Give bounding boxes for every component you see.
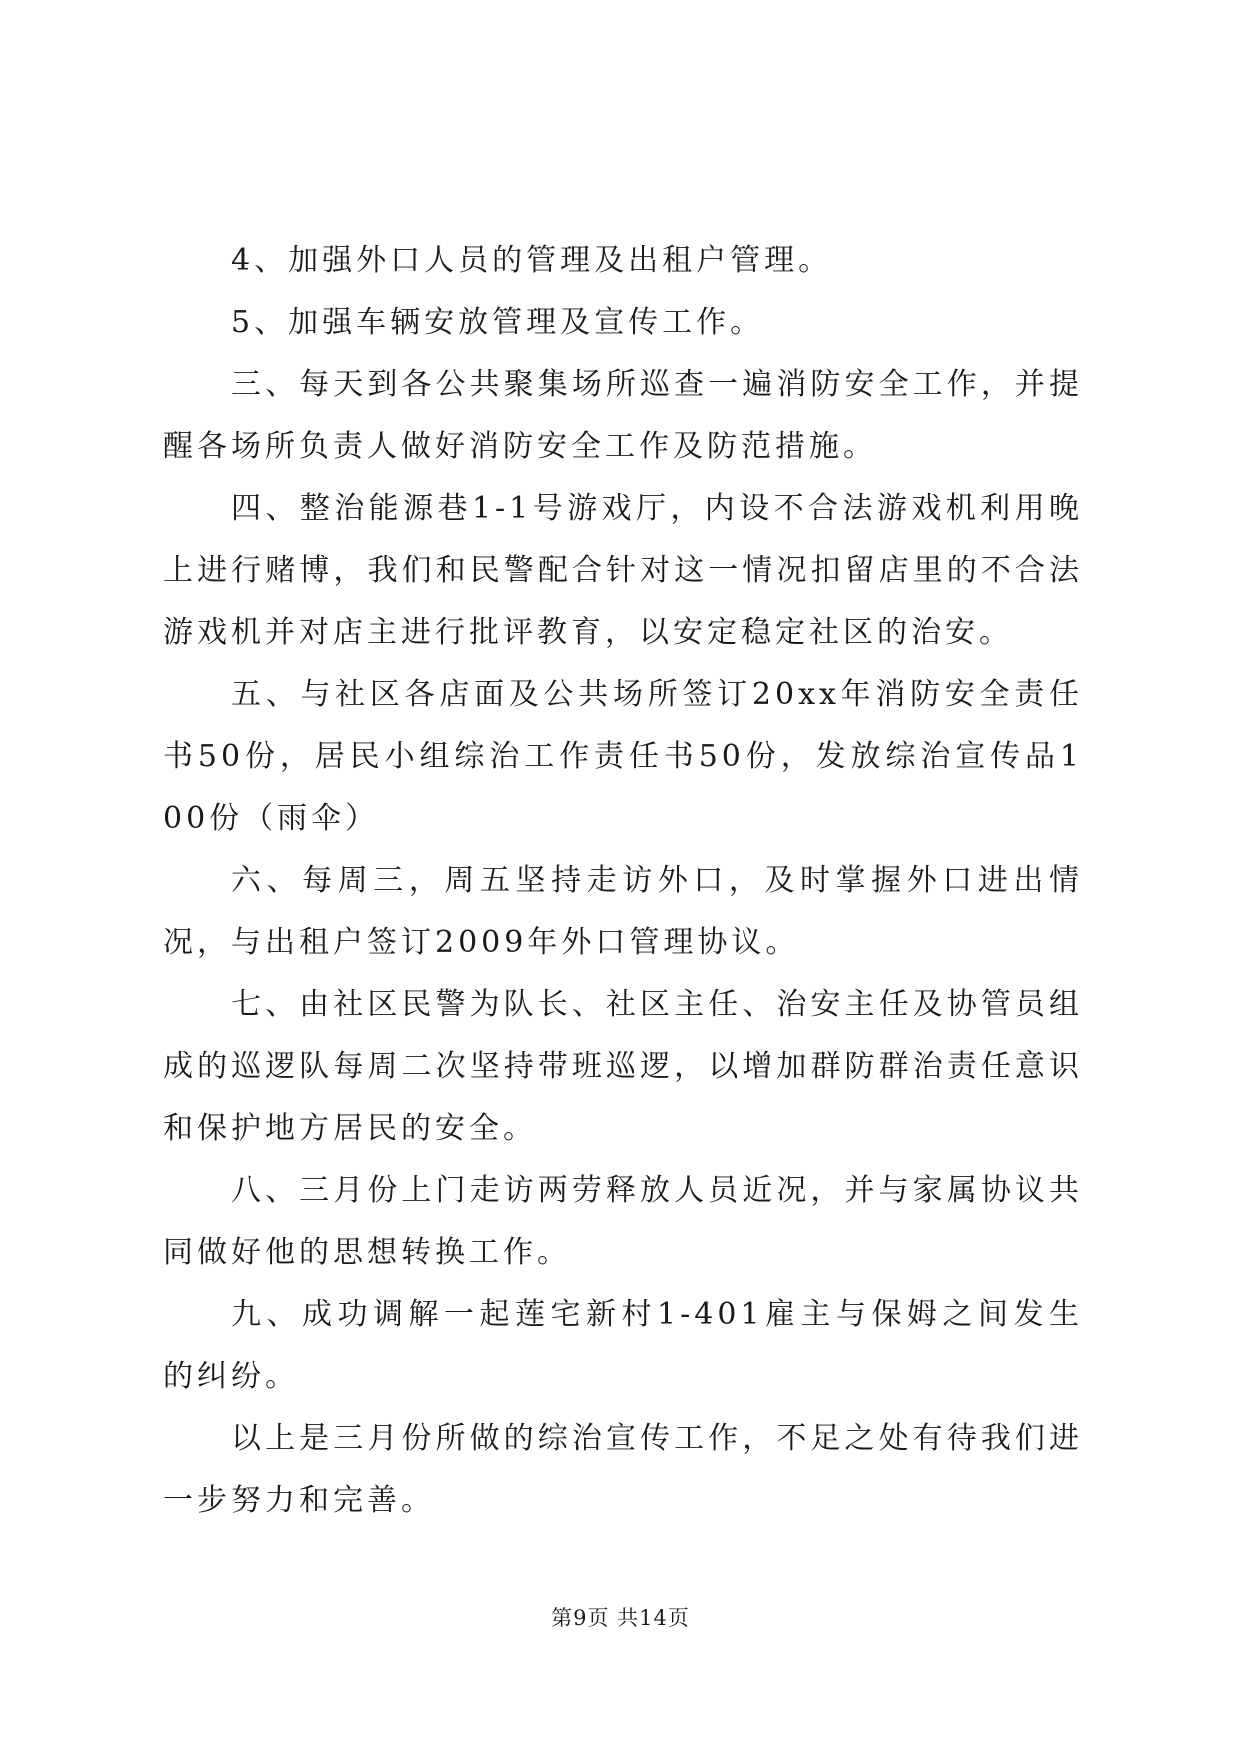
paragraph-section-8: 八、三月份上门走访两劳释放人员近况，并与家属协议共同做好他的思想转换工作。 <box>163 1173 1083 1270</box>
paragraph-section-5: 五、与社区各店面及公共场所签订20xx年消防安全责任书50份，居民小组综治工作责任书50份，发放综治宣传品100份（雨伞） <box>163 677 1083 836</box>
paragraph-section-9: 九、成功调解一起莲宅新村1-401雇主与保姆之间发生的纠纷。 <box>163 1297 1083 1394</box>
paragraph-item-5: 5、加强车辆安放管理及宣传工作。 <box>231 305 765 340</box>
paragraph-section-6: 六、每周三，周五坚持走访外口，及时掌握外口进出情况，与出租户签订2009年外口管理协议。 <box>163 863 1083 960</box>
paragraph-item-4: 4、加强外口人员的管理及出租户管理。 <box>231 243 833 278</box>
paragraph-conclusion: 以上是三月份所做的综治宣传工作，不足之处有待我们进一步努力和完善。 <box>163 1421 1083 1518</box>
paragraph-section-4: 四、整治能源巷1-1号游戏厅，内设不合法游戏机利用晚上进行赌博，我们和民警配合针对这一情况扣留店里的不合法游戏机并对店主进行批评教育，以安定稳定社区的治安。 <box>163 491 1083 650</box>
page-number-label: 第9页 共14页 <box>551 1606 690 1630</box>
body-text <box>163 230 1083 1532</box>
paragraph-section-7: 七、由社区民警为队长、社区主任、治安主任及协管员组成的巡逻队每周二次坚持带班巡逻，以增加群防群治责任意识和保护地方居民的安全。 <box>163 987 1083 1146</box>
paragraph-section-3: 三、每天到各公共聚集场所巡查一遍消防安全工作，并提醒各场所负责人做好消防安全工作及防范措施。 <box>163 367 1083 464</box>
page-footer <box>0 1602 1241 1632</box>
